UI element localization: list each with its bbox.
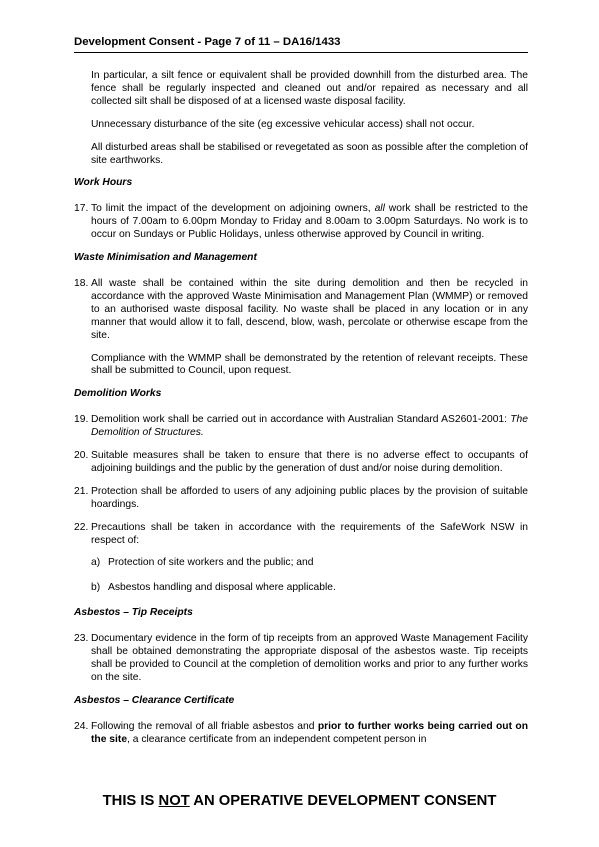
section-heading-tip-receipts: Asbestos – Tip Receipts <box>74 607 193 619</box>
condition-23 <box>74 633 528 685</box>
condition-number: 17. <box>74 203 89 215</box>
condition-number: 19. <box>74 414 89 426</box>
sub-item <box>91 582 528 595</box>
condition-text: All waste shall be contained within the site during demolition and then be recycled in accordance with the approved Waste Minimisation and Management Plan (WMMP) or removed to an authorised waste disposal facility. No waste shall be placed in any location or in any manner that would allow it to fall, descend, blow, wash, percolate or otherwise escape from the site. <box>91 277 528 341</box>
paragraph: In particular, a silt fence or equivalent shall be provided downhill from the disturbed area. The fence shall be regularly inspected and cleaned out and/or repaired as necessary and all collected silt shall be disposed of at a licensed waste disposal facility. <box>91 70 528 107</box>
section-heading-demolition: Demolition Works <box>74 388 162 400</box>
condition-number: 23. <box>74 633 89 645</box>
condition-19 <box>74 414 528 440</box>
sub-item-text: Protection of site workers and the public; and <box>108 557 314 569</box>
condition-20 <box>74 450 528 476</box>
section-heading-work-hours: Work Hours <box>74 177 133 189</box>
section-heading-clearance: Asbestos – Clearance Certificate <box>74 694 235 706</box>
condition-text: Documentary evidence in the form of tip receipts from an approved Waste Management Facility shall be obtained demonstrating the appropriate disposal of the asbestos waste. Tip receipts shall be provided to Council at the completion of demolition works and prior to any further works on the site. <box>91 633 528 683</box>
footer-notice: THIS IS NOT AN OPERATIVE DEVELOPMENT CONSENT <box>102 793 497 809</box>
paragraph: All disturbed areas shall be stabilised or revegetated as soon as possible after the completion of site earthworks. <box>91 141 528 166</box>
condition-number: 18. <box>74 277 89 289</box>
condition-22 <box>74 522 528 548</box>
document-body <box>74 70 528 757</box>
condition-text: Precautions shall be taken in accordance with the requirements of the SafeWork NSW in respect of: <box>91 521 528 546</box>
sub-item-letter: a) <box>91 557 101 569</box>
paragraph: Unnecessary disturbance of the site (eg excessive vehicular access) shall not occur. <box>91 118 475 130</box>
condition-text: Demolition work shall be carried out in accordance with Australian Standard AS2601-2001: The Demolition of Structures. <box>91 414 528 439</box>
sub-item-letter: b) <box>91 582 101 594</box>
condition-text: Following the removal of all friable asbestos and prior to further works being carried out on the site, a clearance certificate from an independent competent person in <box>91 720 528 745</box>
condition-21 <box>74 486 528 512</box>
paragraph: Compliance with the WMMP shall be demonstrated by the retention of relevant receipts. These shall be submitted to Council, upon request. <box>91 352 528 377</box>
condition-text: Suitable measures shall be taken to ensure that there is no adverse effect to occupants of adjoining buildings and the public by the generation of dust and/or noise during demolition. <box>91 450 528 474</box>
page-header: Development Consent - Page 7 of 11 – DA16/1433 <box>74 36 528 53</box>
sub-item <box>91 557 528 570</box>
condition-17 <box>74 203 528 242</box>
condition-number: 21. <box>74 485 89 497</box>
condition-text: Protection shall be afforded to users of any adjoining public places by the provision of suitable hoardings. <box>91 485 528 510</box>
sub-item-text: Asbestos handling and disposal where applicable. <box>108 582 336 594</box>
condition-number: 22. <box>74 521 89 533</box>
condition-text: To limit the impact of the development on adjoining owners, all work shall be restricted to the hours of 7.00am to 6.00pm Monday to Friday and 8.00am to 3.00pm Saturdays. No work is to occur on Sundays or Public Holidays, unless otherwise approved by Council in writing. <box>91 203 528 241</box>
section-heading-waste: Waste Minimisation and Management <box>74 252 257 264</box>
condition-18 <box>74 278 528 343</box>
condition-number: 24. <box>74 720 89 732</box>
condition-24 <box>74 721 528 747</box>
condition-number: 20. <box>74 450 89 462</box>
